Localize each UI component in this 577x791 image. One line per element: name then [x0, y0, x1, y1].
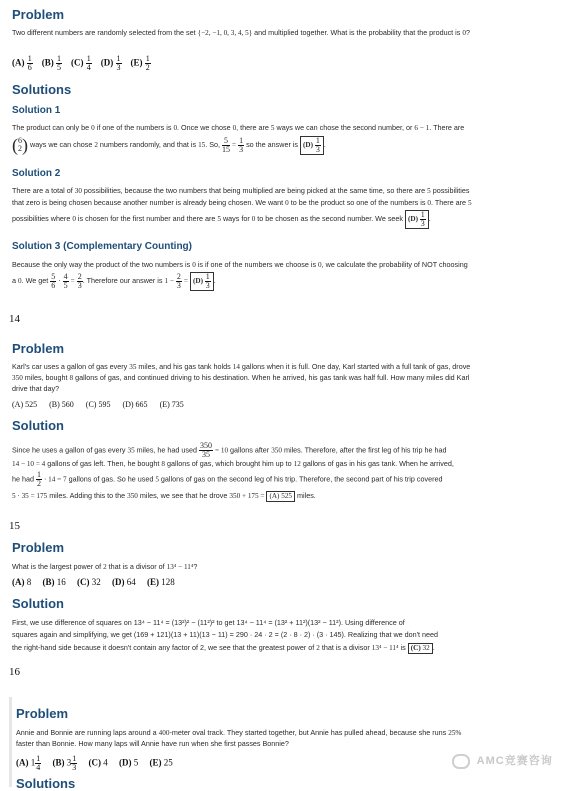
solutions-heading-16: Solutions	[16, 776, 76, 791]
answer-choices-1: (A) $\frac{1}{6}$ (B) $\frac{1}{5}$ (C) $\frac{1}{4}$ (D) $\frac{1}{3}$ (E) $\frac{1}{2}$	[12, 54, 150, 72]
problem-heading-14: Problem	[12, 341, 65, 356]
problem-heading-15: Problem	[12, 540, 65, 555]
problem-number-14: 14	[9, 313, 20, 325]
solution-3-heading: Solution 3 (Complementary Counting)	[12, 241, 192, 252]
problem-16-line-2: faster than Bonnie. How many laps will Annie have run when she first passes Bonnie?	[16, 739, 289, 748]
watermark-text: AMC竞赛咨询	[476, 755, 553, 767]
problem-number-16: 16	[9, 666, 20, 678]
solution-15-line-3: the right-hand side because it doesn't contain any factor of 2, we see that the greatest power of 2 that is a divisor 13⁴ − 11⁴ is (C) 32 .	[12, 643, 435, 652]
problem-number-15: 15	[9, 520, 20, 532]
solution-1-heading: Solution 1	[12, 105, 61, 116]
answer-choices-15: (A) 8 (B) 16 (C) 32 (D) 64 (E) 128	[12, 577, 175, 587]
problem-heading-16: Problem	[16, 706, 69, 721]
solution-2-line-1: There are a total of 30 possibilities, because the two numbers that being multiplied are being picked at the same time, so there are 5 possibilities	[12, 186, 470, 195]
quote-bar	[9, 697, 12, 787]
solution-2-line-3: possibilities where 0 is chosen for the first number and there are 5 ways for 0 to be chosen as the second number. We seek (D) $\frac{1}{3}$ .	[12, 210, 431, 228]
problem-14-line-2: 350 miles, bought 8 gallons of gas, and continued driving to his destination. When he arrived, his gas tank was half full. How many miles did Karl	[12, 373, 470, 382]
solution-14-line-4: 5 · 35 = 175 miles. Adding this to the 350 miles, we see that he drove 350 + 175 = (A) 525 miles.	[12, 491, 316, 500]
answer-choices-14: (A) 525 (B) 560 (C) 595 (D) 665 (E) 735	[12, 400, 184, 409]
solution-2-heading: Solution 2	[12, 168, 61, 179]
solution-1-line-1: The product can only be 0 if one of the numbers is 0. Once we chose 0, there are 5 ways we can chose the second number, or 6 − 1. There are	[12, 123, 465, 132]
solution-heading-14: Solution	[12, 418, 64, 433]
problem-14-line-3: drive that day?	[12, 384, 60, 393]
solution-heading-15: Solution	[12, 596, 64, 611]
solution-2-line-2: that zero is being chosen because another number is already being chosen. We want 0 to be the product so one of the numbers is 0. There are 5	[12, 198, 472, 207]
problem-15-line-1: What is the largest power of 2 that is a divisor of 13⁴ − 11⁴?	[12, 562, 198, 571]
problem-14-line-1: Karl's car uses a gallon of gas every 35 miles, and his gas tank holds 14 gallons when it is full. One day, Karl started with a full tank of gas, drove	[12, 362, 471, 371]
wechat-icon	[452, 754, 470, 769]
solution-14-line-2: 14 − 10 = 4 gallons of gas left. Then, he bought 8 gallons of gas, which brought him up to 12 gallons of gas in his gas tank. When he arrived,	[12, 459, 454, 468]
solution-14-line-1: Since he uses a gallon of gas every 35 miles, he had used $\frac{350}{35}$ = 10 gallons after 350 miles. Therefore, after the first leg of his trip he had	[12, 441, 447, 459]
solution-3-line-2: a 0. We get $\frac{5}{6}$ · $\frac{4}{5}$ = $\frac{2}{3}$ . Therefore our answer is 1 − $\frac{2}{3}$ = (D) $\frac{1}{3}$ .	[12, 271, 216, 290]
watermark-logo	[452, 752, 553, 769]
problem-16-line-1: Annie and Bonnie are running laps around a 400-meter oval track. They started together, but Annie has pulled ahead, because she runs 25%	[16, 728, 462, 737]
solutions-heading-1: Solutions	[12, 82, 72, 97]
solution-15-line-2: squares again and simplifying, we get (169 + 121)(13 + 11)(13 − 11) = 290 · 24 · 2 = (2 · 8 · 2) · (3 · 145). Realizing that we don't need	[12, 630, 439, 639]
solution-1-line-2: ( 6 2 ) ways we can chose 2 numbers randomly, and that is 15. So, $\frac{5}{15}$ = $\frac{1}{3}$ so the answer is (D) $\frac{1}{3}$ .	[12, 135, 326, 155]
solution-14-line-3: he had $\frac{1}{2}$ · 14 = 7 gallons of gas. So he used 5 gallons of gas on the second leg of his trip. Therefore, the second part of his trip covered	[12, 470, 443, 488]
problem-statement-1: Two different numbers are randomly selected from the set {−2, −1, 0, 3, 4, 5} and multiplied together. What is the probability that the product is 0?	[12, 28, 470, 37]
answer-choices-16: (A) 1 $\frac{1}{4}$ (B) 3 $\frac{1}{3}$ (C) 4 (D) 5 (E) 25	[16, 754, 173, 772]
solution-3-line-1: Because the only way the product of the two numbers is 0 is if one of the numbers we choose is 0, we calculate the probability of NOT choosing	[12, 260, 468, 269]
solution-15-line-1: First, we use difference of squares on 13⁴ − 11⁴ = (13²)² − (11²)² to get 13⁴ − 11⁴ = (13² + 11²)(13² − 11²). Using difference of	[12, 618, 405, 627]
problem-heading-1: Problem	[12, 7, 65, 22]
